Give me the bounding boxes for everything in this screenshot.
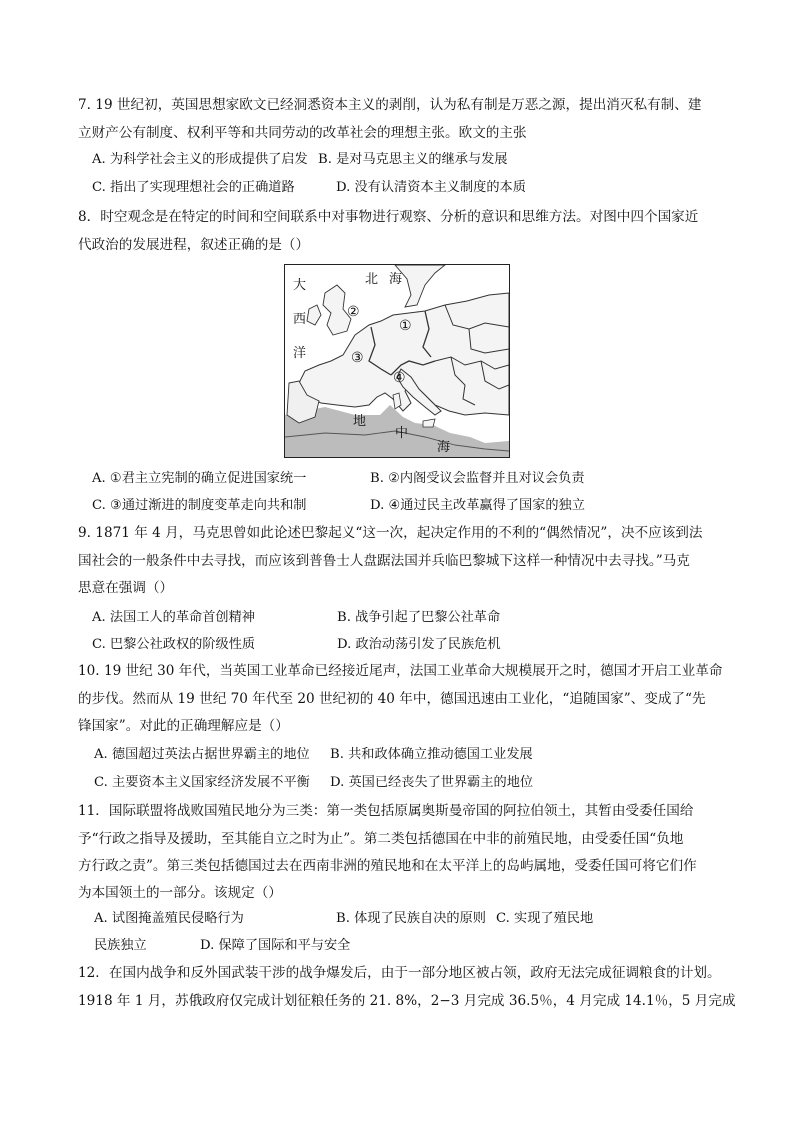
europe-map xyxy=(284,264,510,458)
q8-option-a: A. ①君主立宪制的确立促进国家统一 xyxy=(92,471,307,486)
q8-stem-line1: 8．时空观念是在特定的时间和空间联系中对事物进行观察、分析的意识和思维方法。对图中四个国家近 xyxy=(78,209,699,225)
q10-option-c: C. 主要资本主义国家经济发展不平衡 xyxy=(94,775,310,790)
map-label-med-1: 地 xyxy=(353,414,367,429)
q9-option-c: C. 巴黎公社政权的阶级性质 xyxy=(92,637,256,652)
q11-stem-line4: 为本国领土的一部分。该规定（） xyxy=(78,885,282,901)
scandinavia-outline xyxy=(395,265,445,307)
map-marker-4: ④ xyxy=(393,370,406,386)
map-label-med-2: 中 xyxy=(395,426,409,441)
q9-option-d: D. 政治动荡引发了民族危机 xyxy=(337,637,501,652)
q10-option-b: B. 共和政体确立推动德国工业发展 xyxy=(330,747,533,762)
q11-stem-line2: 予“行政之指导及援助，至其能自立之时为止”。第二类包括德国在中非的前殖民地，由受委任国“负地 xyxy=(78,831,684,847)
q7-option-a: A. 为科学社会主义的形成提供了启发 xyxy=(92,152,308,167)
q8-stem-line2: 代政治的发展进程，叙述正确的是（） xyxy=(78,237,310,253)
q11-stem-line3: 方行政之责”。第三类包括德国过去在西南非洲的殖民地和在太平洋上的岛屿属地，受委任国可将它们作 xyxy=(78,858,697,874)
map-marker-3: ③ xyxy=(351,350,364,366)
map-marker-2: ② xyxy=(347,304,360,320)
map-label-north-sea-1: 北 xyxy=(365,272,379,287)
map-label-atlantic-1: 大 xyxy=(293,278,307,293)
q8-option-d: D. ④通过民主改革赢得了国家的独立 xyxy=(370,498,585,513)
q11-stem-line1: 11．国际联盟将战败国殖民地分为三类：第一类包括原属奥斯曼帝国的阿拉伯领土，其暂由受委任国给 xyxy=(78,803,694,819)
q10-option-a: A. 德国超过英法占据世界霸主的地位 xyxy=(94,747,310,762)
map-label-north-sea-2: 海 xyxy=(389,272,403,287)
q9-option-b: B. 战争引起了巴黎公社革命 xyxy=(337,610,501,625)
q10-option-d: D. 英国已经丧失了世界霸主的地位 xyxy=(330,775,534,790)
map-label-med-3: 海 xyxy=(437,440,451,455)
sicily xyxy=(423,419,435,427)
q12-stem-line1: 12．在国内战争和反外国武装干涉的战争爆发后，由于一部分地区被占领，政府无法完成征调粮食的计划。 xyxy=(78,965,721,981)
q9-stem-line3: 思意在强调（） xyxy=(78,580,174,596)
q11-option-c-cont: 民族独立 xyxy=(94,938,147,953)
q10-stem-line1: 10. 19 世纪 30 年代，当英国工业革命已经接近尾声，法国工业革命大规模展开之时，德国才开启工业革命 xyxy=(78,663,723,679)
map-label-atlantic-2: 西 xyxy=(293,312,307,327)
map-marker-1: ① xyxy=(399,318,412,334)
q7-option-b: B. 是对马克思主义的继承与发展 xyxy=(318,152,508,167)
q12-stem-line2: 1918 年 1 月，苏俄政府仅完成计划征粮任务的 21. 8%，2−3 月完成 36.5％，4 月完成 14.1％，5 月完成 xyxy=(78,993,736,1009)
q9-stem-line2: 国社会的一般条件中去寻找，而应该到普鲁士人盘踞法国并兵临巴黎城下这样一种情况中去寻找。”马克 xyxy=(78,553,690,569)
q8-option-c: C. ③通过渐进的制度变革走向共和制 xyxy=(92,498,307,513)
q10-stem-line3: 锋国家”。对此的正确理解应是（） xyxy=(78,718,289,734)
q8-option-b: B. ②内阁受议会监督并且对议会负责 xyxy=(370,471,585,486)
ireland-outline xyxy=(307,305,321,325)
q11-option-d: D. 保障了国际和平与安全 xyxy=(200,938,351,953)
q11-option-b: B. 体现了民族自决的原则 xyxy=(336,911,486,926)
q9-option-a: A. 法国工人的革命首创精神 xyxy=(92,610,255,625)
q9-stem-line1: 9. 1871 年 4 月，马克思曾如此论述巴黎起义“这一次，起决定作用的不利的“偶然情况”，决不应该到法 xyxy=(78,525,703,541)
q11-option-a: A. 试图掩盖殖民侵略行为 xyxy=(94,911,244,926)
q7-option-d: D. 没有认清资本主义制度的本质 xyxy=(336,180,526,195)
q7-stem-line2: 立财产公有制度、权利平等和共同劳动的改革社会的理想主张。欧文的主张 xyxy=(78,125,527,141)
q7-option-c: C. 指出了实现理想社会的正确道路 xyxy=(92,180,295,195)
map-label-atlantic-3: 洋 xyxy=(293,346,307,361)
q10-stem-line2: 的步伐。然而从 19 世纪 70 年代至 20 世纪初的 40 年中，德国迅速由工业化，“追随国家”、变成了“先 xyxy=(78,691,706,707)
q7-stem-line1: 7. 19 世纪初，英国思想家欧文已经洞悉资本主义的剥削，认为私有制是万恶之源，提出消灭私有制、建 xyxy=(78,97,702,113)
q11-option-c: C. 实现了殖民地 xyxy=(496,911,594,926)
